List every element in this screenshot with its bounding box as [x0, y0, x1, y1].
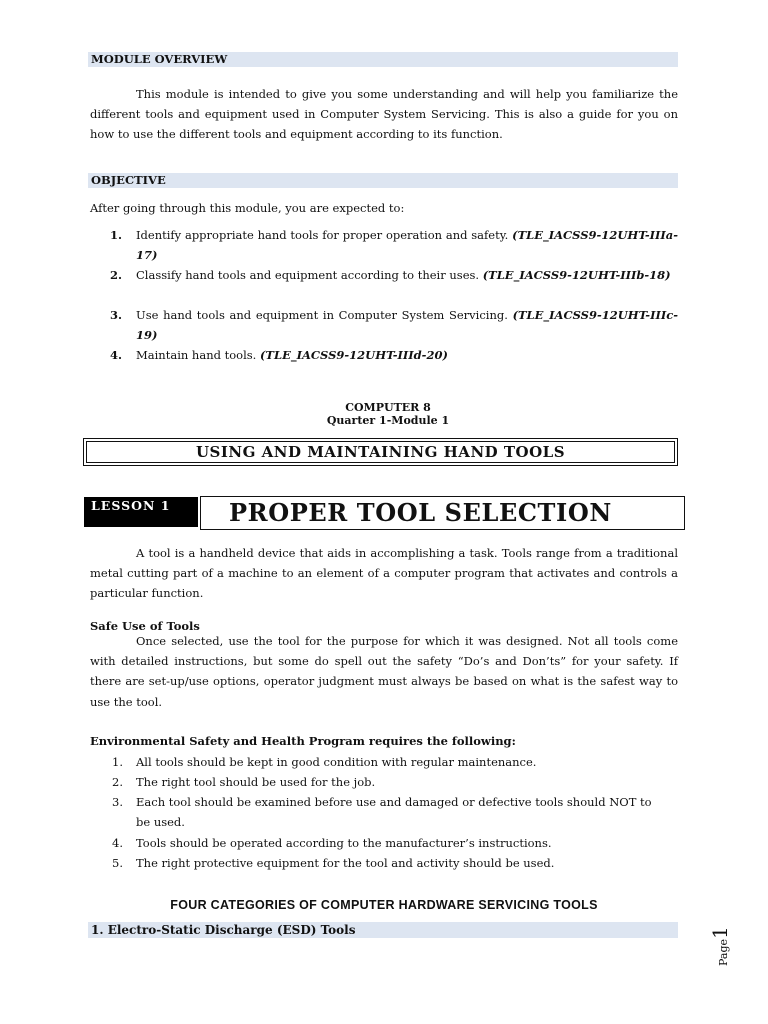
- objective-item: [110, 305, 678, 345]
- environmental-item-text: The right tool should be used for the job.: [136, 775, 376, 789]
- environmental-item-text: All tools should be kept in good condition with regular maintenance.: [136, 755, 537, 769]
- objective-item-number: 4.: [110, 348, 123, 362]
- categories-heading: FOUR CATEGORIES OF COMPUTER HARDWARE SERVICING TOOLS: [170, 898, 598, 912]
- objective-item-text: Classify hand tools and equipment according to their uses.: [136, 268, 483, 282]
- course-name: COMPUTER 8: [345, 401, 431, 414]
- page-label: Page: [717, 938, 730, 966]
- objective-heading: OBJECTIVE: [88, 173, 678, 188]
- esd-heading: 1. Electro-Static Discharge (ESD) Tools: [88, 922, 678, 938]
- environmental-item-text: Tools should be operated according to the manufacturer’s instructions.: [136, 836, 552, 850]
- environmental-item: [112, 772, 678, 792]
- environmental-item: [112, 752, 678, 772]
- objective-item-code: (TLE_IACSS9-12UHT-IIId-20): [259, 348, 448, 362]
- module-title-box: [83, 438, 678, 466]
- objective-intro: After going through this module, you are expected to:: [90, 201, 405, 215]
- objective-item-text: Maintain hand tools.: [136, 348, 260, 362]
- environmental-item-number: 3.: [112, 795, 123, 809]
- objective-item: [110, 225, 678, 265]
- objective-item: [110, 345, 678, 365]
- environmental-item-text: The right protective equipment for the tool and activity should be used.: [136, 856, 555, 870]
- objective-item-number: 1.: [110, 228, 123, 242]
- environmental-item-number: 5.: [112, 856, 123, 870]
- page-number: [700, 928, 760, 968]
- environmental-item-number: 4.: [112, 836, 123, 850]
- objective-item-code: (TLE_IACSS9-12UHT-IIIc-19): [136, 308, 678, 343]
- module-title: USING AND MAINTAINING HAND TOOLS: [86, 441, 675, 463]
- objective-item-number: 2.: [110, 268, 123, 282]
- objective-item-code: (TLE_IACSS9-12UHT-IIIb-18): [482, 268, 671, 282]
- objective-item: [110, 265, 678, 285]
- environmental-item-text: Each tool should be examined before use and damaged or defective tools should NOT to be used.: [136, 795, 652, 830]
- safe-use-text: Once selected, use the tool for the purpose for which it was designed. Not all tools come with detailed instructions, but some do spell out the safety “Do’s and Don’ts” for your safety. If there are set-up/use options, operator judgment must always be based on what is the safest way to use the tool.: [90, 634, 678, 709]
- objective-item-text: Use hand tools and equipment in Computer System Servicing.: [136, 308, 513, 322]
- lesson-tag: LESSON 1: [84, 497, 198, 527]
- environmental-item: [112, 853, 678, 873]
- objective-item-text: Identify appropriate hand tools for proper operation and safety.: [136, 228, 513, 242]
- safe-use-heading: Safe Use of Tools: [90, 619, 200, 633]
- environmental-item: [112, 792, 652, 832]
- environmental-item: [112, 833, 678, 853]
- environmental-item-number: 2.: [112, 775, 123, 789]
- module-overview-heading: MODULE OVERVIEW: [88, 52, 678, 67]
- environmental-heading: Environmental Safety and Health Program requires the following:: [90, 734, 516, 748]
- lesson-intro: A tool is a handheld device that aids in accomplishing a task. Tools range from a traditional metal cutting part of a machine to an element of a computer program that activates and controls a particular function.: [90, 546, 678, 601]
- module-overview-text: This module is intended to give you some understanding and will help you familiarize the different tools and equipment used in Computer System Servicing. This is also a guide for you on how to use the different tools and equipment according to its function.: [90, 87, 678, 142]
- lesson-title: PROPER TOOL SELECTION: [200, 496, 685, 530]
- course-quarter: Quarter 1-Module 1: [326, 414, 450, 427]
- objective-item-code: (TLE_IACSS9-12UHT-IIIa-17): [136, 228, 678, 263]
- objective-item-number: 3.: [110, 308, 123, 322]
- page-number-value: 1: [708, 926, 732, 939]
- environmental-item-number: 1.: [112, 755, 123, 769]
